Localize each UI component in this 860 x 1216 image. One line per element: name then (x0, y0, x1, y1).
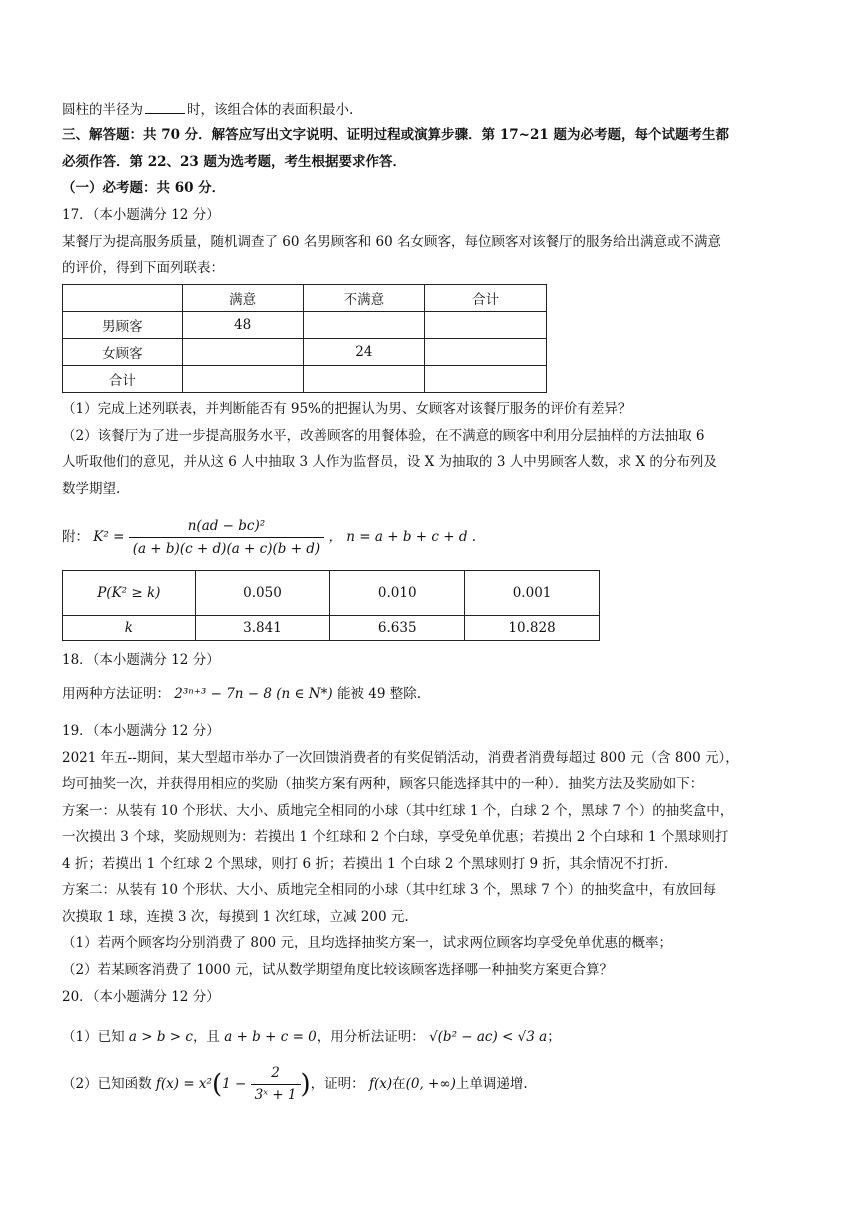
q20-p1-mid: ，且 (192, 1029, 220, 1045)
q20-p1-condition2: a + b + c = 0 (224, 1029, 317, 1045)
appendix-label: 附： (62, 529, 89, 545)
q17-intro-1: 某餐厅为提高服务质量，随机调查了 60 名男顾客和 60 名女顾客，每位顾客对该餐厅的服务给出满意或不满意 (62, 234, 722, 250)
left-paren: ( (211, 1069, 223, 1100)
q17-header: 17．（本小题满分 12 分） (62, 207, 220, 223)
q20-header: 20．（本小题满分 12 分） (62, 989, 220, 1005)
table-cell (182, 366, 303, 393)
table-cell (425, 339, 547, 366)
table-row (63, 339, 547, 366)
q20-p2-post: 上单调递增. (455, 1076, 528, 1092)
q19-line4: 一次摸出 3 个球，奖励规则为：若摸出 1 个红球和 2 个白球，享受免单优惠；若摸出 2 个白球和 1 个黑球则打 (62, 829, 729, 845)
q18-expression: 2³ⁿ⁺³ − 7n − 8 (n ∈ N*) (174, 686, 333, 702)
part1-heading: （一）必考题：共 60 分． (62, 180, 226, 196)
formula-n: ， n = a + b + c + d . (328, 529, 477, 545)
q19-line6: 方案二：从装有 10 个形状、大小、质地完全相同的小球（其中红球 3 个，黑球 7 个）的抽奖盒中，有放回每 (62, 882, 717, 898)
q19-part2: （2）若某顾客消费了 1000 元，试从数学期望角度比较该顾客选择哪一种抽奖方案更合算？ (62, 962, 614, 978)
q19-line3: 方案一：从装有 10 个形状、大小、质地完全相同的小球（其中红球 1 个，白球 2 个，黑球 7 个）的抽奖盒中， (62, 803, 734, 819)
q17-intro-2: 的评价，得到下面列联表： (62, 260, 224, 276)
q20-p1-condition: a > b > c (128, 1029, 193, 1045)
table-cell: 男顾客 (63, 312, 183, 339)
q20-p2-mid2: 在 (392, 1076, 406, 1092)
contingency-table (62, 284, 547, 393)
q20-p2-denominator: 3ˣ + 1 (254, 1087, 297, 1103)
table-cell: 0.050 (195, 571, 330, 616)
q20-part2 (62, 1064, 528, 1105)
table-cell (182, 339, 303, 366)
q19-line5: 4 折；若摸出 1 个红球 2 个黑球，则打 6 折；若摸出 1 个白球 2 个黑球则打 9 折，其余情况不打折. (62, 856, 669, 872)
q20-p1-post: ； (547, 1029, 561, 1045)
formula-fraction (129, 516, 325, 559)
table-cell: 3.841 (195, 616, 330, 641)
q19-line7: 次摸取 1 球，连摸 3 次，每摸到 1 次红球，立减 200 元. (62, 909, 409, 925)
q20-p2-interval: (0, +∞) (405, 1076, 456, 1092)
q17-part2-b: 人听取他们的意见，并从这 6 人中抽取 3 人作为监督员，设 X 为抽取的 3 人中男顾客人数，求 X 的分布列及 (62, 454, 717, 470)
section3-line1: 三、解答题：共 70 分．解答应写出文字说明、证明过程或演算步骤．第 17~21 题为必考题，每个试题考生都 (62, 127, 729, 143)
table-cell: 0.010 (330, 571, 465, 616)
right-paren: ) (300, 1069, 311, 1100)
q20-p1-mid2: ，用分析法证明： (316, 1029, 425, 1045)
q20-p1-expression: √(b² − ac) < √3 a (429, 1029, 548, 1045)
q20-p2-pre: （2）已知函数 (62, 1076, 152, 1092)
k-value-table (62, 570, 600, 641)
q16-tail-post: 时，该组合体的表面积最小. (187, 102, 354, 118)
q18-body (62, 684, 421, 704)
q19-line2: 均可抽奖一次，并获得用相应的奖励（抽奖方案有两种，顾客只能选择其中的一种）．抽奖方法及奖励如下： (62, 776, 704, 792)
q20-p2-function2: f(x) (368, 1076, 393, 1092)
table-cell (303, 366, 425, 393)
q19-line1: 2021 年五--期间，某大型超市举办了一次回馈消费者的有奖促销活动，消费者消费每超过 800 元（含 800 元）， (62, 750, 739, 766)
table-cell: 女顾客 (63, 339, 183, 366)
q17-part2-c: 数学期望. (62, 481, 121, 497)
table-cell: 合计 (63, 366, 183, 393)
table-cell: 不满意 (303, 285, 425, 312)
q16-tail (62, 99, 353, 120)
table-cell: 24 (303, 339, 425, 366)
q20-p2-function: f(x) = x² (155, 1076, 212, 1092)
formula-lhs: K² = (93, 529, 125, 545)
table-cell (303, 312, 425, 339)
table-row (63, 312, 547, 339)
table-cell (425, 366, 547, 393)
table-cell (425, 312, 547, 339)
table-cell: 合计 (425, 285, 547, 312)
q20-p1-pre: （1）已知 (62, 1029, 125, 1045)
table-row (63, 366, 547, 393)
table-cell: 48 (182, 312, 303, 339)
table-cell: 0.001 (465, 571, 600, 616)
q16-tail-pre: 圆柱的半径为 (62, 102, 143, 118)
table-cell: P(K² ≥ k) (63, 571, 196, 616)
q20-p2-one-minus: 1 − (222, 1076, 247, 1092)
table-row (63, 571, 600, 616)
q17-part2-a: （2）该餐厅为了进一步提高服务水平，改善顾客的用餐体验，在不满意的顾客中利用分层抽样的方法抽取 6 (62, 428, 705, 444)
q20-p2-mid: ，证明： (310, 1076, 365, 1092)
formula-denominator: (a + b)(c + d)(a + c)(b + d) (132, 541, 321, 557)
formula-numerator: n(ad − bc)² (129, 516, 325, 538)
q20-p2-numerator: 2 (251, 1064, 301, 1085)
q18-post: 能被 49 整除. (336, 686, 421, 702)
q20-part1 (62, 1027, 561, 1047)
answer-blank (145, 99, 185, 114)
table-cell: k (63, 616, 196, 641)
table-cell: 6.635 (330, 616, 465, 641)
q18-header: 18．（本小题满分 12 分） (62, 652, 220, 668)
table-header-row (63, 285, 547, 312)
section3-line2: 必须作答．第 22、23 题为选考题，考生根据要求作答． (62, 154, 406, 170)
q17-part1: （1）完成上述列联表，并判断能否有 95%的把握认为男、女顾客对该餐厅服务的评价有差异？ (62, 401, 632, 417)
q19-part1: （1）若两个顾客均分别消费了 800 元，且均选择抽奖方案一，试求两位顾客均享受免单优惠的概率； (62, 935, 672, 951)
q20-p2-fraction (251, 1064, 301, 1105)
table-cell (63, 285, 183, 312)
table-cell: 满意 (182, 285, 303, 312)
q19-header: 19．（本小题满分 12 分） (62, 723, 220, 739)
q18-pre: 用两种方法证明： (62, 686, 170, 702)
table-row (63, 616, 600, 641)
table-cell: 10.828 (465, 616, 600, 641)
k2-formula (62, 516, 476, 559)
